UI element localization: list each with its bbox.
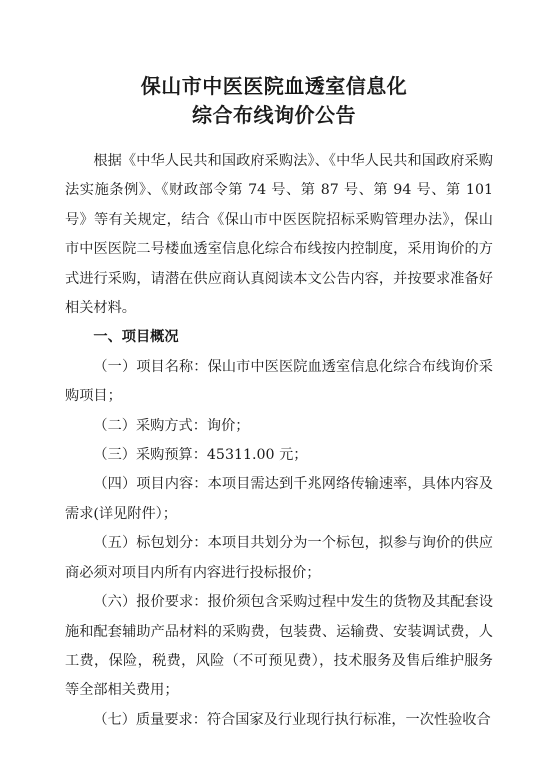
- document-title-line-1: 保山市中医医院血透室信息化: [140, 74, 408, 98]
- document-title-line-2: 综合布线询价公告: [192, 103, 356, 127]
- item-project-name: （一）项目名称：保山市中医医院血透室信息化综合布线询价采购项目；: [65, 358, 493, 405]
- item-project-content: （四）项目内容：本项目需达到千兆网络传输速率，具体内容及需求(详见附件）；: [65, 476, 493, 522]
- intro-paragraph: 根据《中华人民共和国政府采购法》、《中华人民共和国政府采购法实施条例》、《财政部令第 74 号、第 87 号、第 94 号、第 101 号》等有关规定，结合《保山市中医医院招标采购管理办法》，保山市中医医院二号楼血透室信息化综合布线按内控制度，采用询价的方式进行采购，请潜在供应商认真阅读本文公告内容，并按要求准备好相关材料。: [65, 153, 493, 317]
- item-quotation-requirements: （六）报价要求：报价须包含采购过程中发生的货物及其配套设施和配套辅助产品材料的采购费，包装费、运输费、安装调试费，人工费，保险，税费，风险（不可预见费），技术服务及售后维护服务等全部相关费用；: [65, 594, 493, 699]
- document-body: [65, 147, 493, 735]
- section-heading-project-overview: 一、项目概况: [93, 329, 179, 346]
- item-quality-requirements: （七）质量要求：符合国家及行业现行执行标准，一次性验收合: [93, 711, 491, 728]
- item-lot-division: （五）标包划分：本项目共划分为一个标包，拟参与询价的供应商必须对项目内所有内容进行投标报价；: [65, 535, 493, 581]
- item-procurement-budget: （三）采购预算：45311.00 元；: [93, 447, 308, 464]
- item-procurement-method: （二）采购方式：询价；: [93, 417, 250, 434]
